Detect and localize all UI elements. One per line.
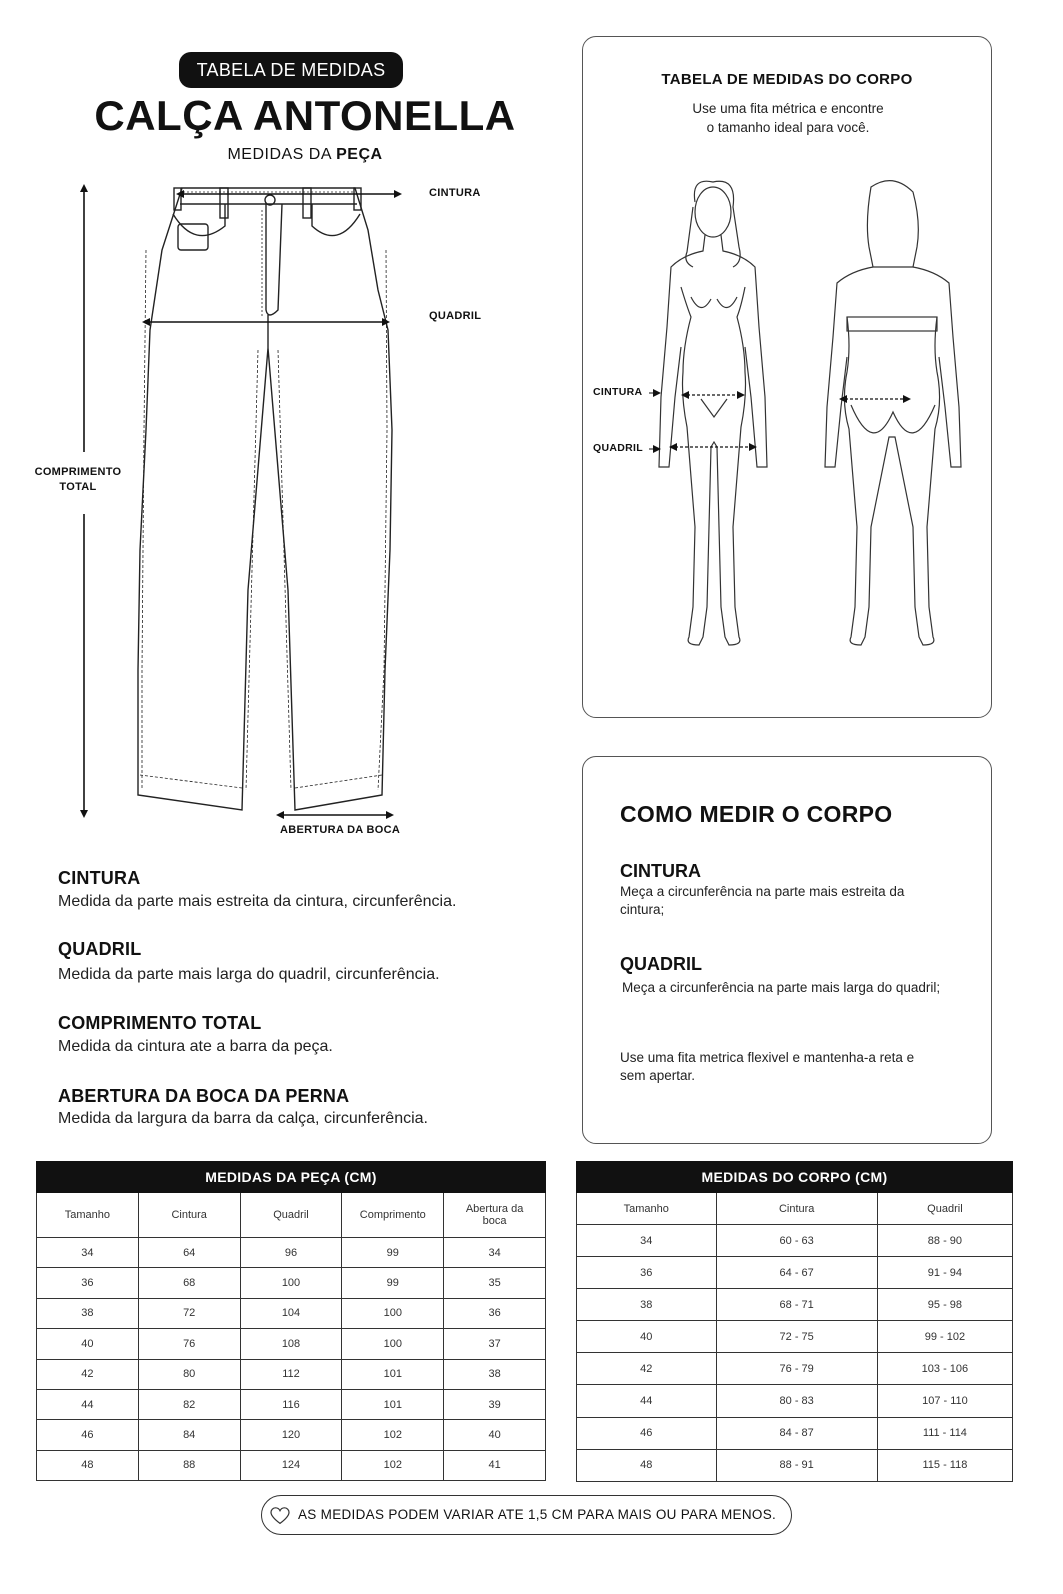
table-cell: 120 [240, 1420, 342, 1450]
table-cell: 99 [342, 1238, 444, 1268]
table-row [37, 1450, 546, 1480]
back-figure [825, 181, 961, 645]
table-cell: 80 - 83 [716, 1385, 877, 1417]
table-cell: 36 [444, 1298, 546, 1328]
table-cell: 46 [37, 1420, 139, 1450]
table-row [577, 1321, 1013, 1353]
table-cell: 100 [342, 1329, 444, 1359]
table-cell: 101 [342, 1389, 444, 1419]
table-cell: 102 [342, 1450, 444, 1480]
header-tag: TABELA DE MEDIDAS [179, 52, 403, 88]
garment-label-quadril: QUADRIL [429, 310, 482, 322]
table-cell: 91 - 94 [877, 1257, 1012, 1289]
table-row [577, 1289, 1013, 1321]
table-cell: 88 - 90 [877, 1225, 1012, 1257]
table-cell: 112 [240, 1359, 342, 1389]
body-col-tamanho: Tamanho [577, 1193, 717, 1225]
table-cell: 38 [444, 1359, 546, 1389]
page-title: CALÇA ANTONELLA [94, 92, 516, 139]
table-cell: 72 - 75 [716, 1321, 877, 1353]
body-label-cintura: CINTURA [593, 386, 643, 398]
table-row [37, 1420, 546, 1450]
table-cell: 41 [444, 1450, 546, 1480]
table-cell: 42 [37, 1359, 139, 1389]
body-illustration [583, 167, 993, 667]
table-cell: 72 [138, 1298, 240, 1328]
table-cell: 37 [444, 1329, 546, 1359]
garment-col-tamanho: Tamanho [37, 1193, 139, 1238]
table-cell: 40 [444, 1420, 546, 1450]
table-cell: 108 [240, 1329, 342, 1359]
footer-text: AS MEDIDAS PODEM VARIAR ATE 1,5 CM PARA MAIS OU PARA MENOS. [298, 1507, 777, 1522]
garment-table-title-row [37, 1162, 546, 1193]
table-cell: 76 [138, 1329, 240, 1359]
table-cell: 68 - 71 [716, 1289, 877, 1321]
body-label-quadril: QUADRIL [593, 442, 643, 454]
body-measure-card [582, 36, 992, 718]
garment-illustration [20, 170, 560, 850]
definition-title-comprimento: COMPRIMENTO TOTAL [58, 1013, 262, 1033]
footer-note [261, 1495, 792, 1535]
table-row [577, 1449, 1013, 1481]
table-cell: 101 [342, 1359, 444, 1389]
table-cell: 100 [240, 1268, 342, 1298]
table-cell: 64 [138, 1238, 240, 1268]
table-cell: 99 - 102 [877, 1321, 1012, 1353]
body-table-header-row [577, 1193, 1013, 1225]
table-cell: 39 [444, 1389, 546, 1419]
body-card-desc-line2: o tamanho ideal para você. [706, 120, 870, 135]
definition-text-cintura: Medida da parte mais estreita da cintura, circunferência. [58, 893, 457, 910]
how-card-title: COMO MEDIR O CORPO [620, 801, 893, 827]
table-cell: 35 [444, 1268, 546, 1298]
table-cell: 40 [577, 1321, 717, 1353]
definition-text-abertura: Medida da largura da barra da calça, circunferência. [58, 1110, 428, 1127]
body-col-cintura: Cintura [716, 1193, 877, 1225]
body-table-title: MEDIDAS DO CORPO (CM) [577, 1162, 1013, 1193]
body-col-quadril: Quadril [877, 1193, 1012, 1225]
table-cell: 111 - 114 [877, 1417, 1012, 1449]
body-card-description [643, 99, 933, 137]
garment-table-title-blank-left [37, 1162, 139, 1193]
table-cell: 82 [138, 1389, 240, 1419]
heart-icon [270, 1507, 290, 1525]
how-quadril-text: Meça a circunferência na parte mais larga do quadril; [622, 980, 941, 995]
table-row [37, 1298, 546, 1328]
table-cell: 95 - 98 [877, 1289, 1012, 1321]
subtitle-prefix: MEDIDAS DA [227, 146, 337, 163]
table-cell: 116 [240, 1389, 342, 1419]
table-row [577, 1385, 1013, 1417]
pants-drawing [20, 170, 560, 850]
table-cell: 34 [37, 1238, 139, 1268]
table-cell: 38 [577, 1289, 717, 1321]
table-cell: 38 [37, 1298, 139, 1328]
table-row [577, 1353, 1013, 1385]
subtitle-bold: PEÇA [336, 146, 383, 163]
garment-col-abertura: Abertura da boca [444, 1193, 546, 1238]
table-cell: 104 [240, 1298, 342, 1328]
table-cell: 103 - 106 [877, 1353, 1012, 1385]
how-to-measure-card [582, 756, 992, 1144]
table-cell: 115 - 118 [877, 1449, 1012, 1481]
table-cell: 48 [577, 1449, 717, 1481]
garment-table-title: MEDIDAS DA PEÇA (CM) [138, 1162, 443, 1193]
table-cell: 44 [577, 1385, 717, 1417]
table-cell: 100 [342, 1298, 444, 1328]
pants-outline [138, 188, 392, 810]
table-cell: 102 [342, 1420, 444, 1450]
table-cell: 96 [240, 1238, 342, 1268]
table-cell: 84 [138, 1420, 240, 1450]
definition-title-quadril: QUADRIL [58, 939, 142, 959]
table-cell: 36 [37, 1268, 139, 1298]
table-cell: 34 [577, 1225, 717, 1257]
how-cintura-title: CINTURA [620, 861, 701, 881]
table-row [37, 1268, 546, 1298]
body-card-desc-line1: Use uma fita métrica e encontre [692, 101, 884, 116]
definition-title-cintura: CINTURA [58, 868, 141, 888]
garment-label-comprimento-line1: COMPRIMENTO [34, 466, 122, 478]
definition-text-quadril: Medida da parte mais larga do quadril, circunferência. [58, 966, 440, 983]
table-cell: 64 - 67 [716, 1257, 877, 1289]
table-cell: 60 - 63 [716, 1225, 877, 1257]
body-table-title-row [577, 1162, 1013, 1193]
garment-table-header-row [37, 1193, 546, 1238]
how-tip-text: Use uma fita metrica flexivel e mantenha-a reta e sem apertar. [620, 1050, 915, 1083]
page-subtitle [60, 146, 550, 164]
table-cell: 34 [444, 1238, 546, 1268]
table-cell: 99 [342, 1268, 444, 1298]
definition-text-comprimento: Medida da cintura ate a barra da peça. [58, 1038, 333, 1055]
body-card-title: TABELA DE MEDIDAS DO CORPO [661, 71, 913, 88]
body-size-table [576, 1161, 1013, 1482]
table-cell: 68 [138, 1268, 240, 1298]
table-cell: 107 - 110 [877, 1385, 1012, 1417]
garment-col-quadril: Quadril [240, 1193, 342, 1238]
table-row [37, 1389, 546, 1419]
table-cell: 88 - 91 [716, 1449, 877, 1481]
garment-col-comprimento: Comprimento [342, 1193, 444, 1238]
table-row [577, 1257, 1013, 1289]
table-cell: 80 [138, 1359, 240, 1389]
table-cell: 44 [37, 1389, 139, 1419]
table-cell: 46 [577, 1417, 717, 1449]
garment-label-cintura: CINTURA [429, 187, 481, 199]
front-figure [659, 181, 767, 645]
table-cell: 76 - 79 [716, 1353, 877, 1385]
table-cell: 124 [240, 1450, 342, 1480]
table-cell: 40 [37, 1329, 139, 1359]
garment-size-table [36, 1161, 546, 1481]
garment-label-abertura: ABERTURA DA BOCA [280, 824, 401, 836]
table-cell: 88 [138, 1450, 240, 1480]
definition-title-abertura: ABERTURA DA BOCA DA PERNA [58, 1086, 350, 1106]
garment-table-title-blank-right [444, 1162, 546, 1193]
table-cell: 36 [577, 1257, 717, 1289]
table-row [37, 1329, 546, 1359]
body-figures [583, 167, 993, 667]
table-row [37, 1238, 546, 1268]
table-row [577, 1417, 1013, 1449]
table-row [577, 1225, 1013, 1257]
table-cell: 42 [577, 1353, 717, 1385]
garment-label-comprimento [32, 466, 124, 493]
table-row [37, 1359, 546, 1389]
how-quadril-title: QUADRIL [620, 954, 702, 974]
table-cell: 84 - 87 [716, 1417, 877, 1449]
table-cell: 48 [37, 1450, 139, 1480]
how-cintura-text: Meça a circunferência na parte mais estreita da cintura; [620, 884, 905, 917]
garment-label-comprimento-line2: TOTAL [59, 481, 97, 493]
garment-col-cintura: Cintura [138, 1193, 240, 1238]
